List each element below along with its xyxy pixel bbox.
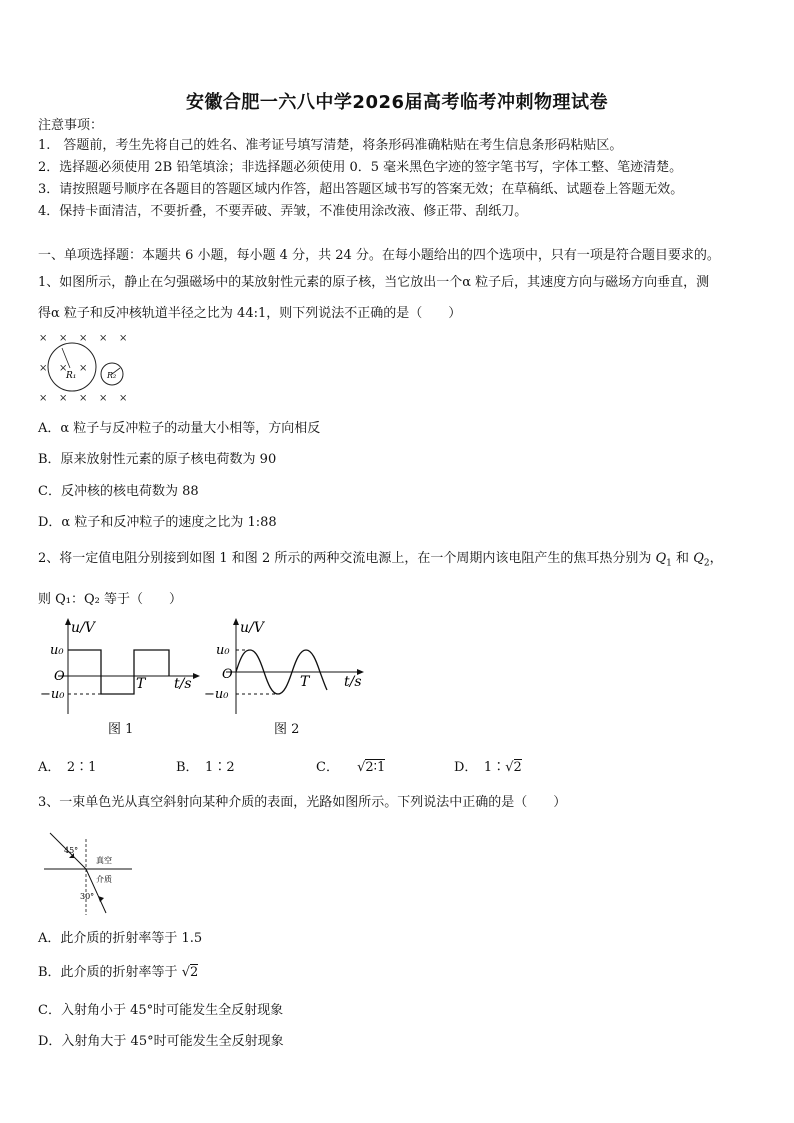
q1-stem-line2: 得α 粒子和反冲核轨道半径之比为 44:1，则下列说法不正确的是（ ） <box>38 306 462 321</box>
q2-option-b: B． 1∶2 <box>176 760 235 775</box>
q2-symbol: Q <box>693 551 704 566</box>
q1-option-d: D．α 粒子和反冲粒子的速度之比为 1:88 <box>38 515 277 530</box>
q2-option-c: C． √2∶1 <box>316 760 386 775</box>
q3-stem: 3、一束单色光从真空斜射向某种介质的表面，光路如图所示。下列说法中正确的是（ ） <box>38 795 567 810</box>
q3-option-c: C．入射角小于 45°时可能发生全反射现象 <box>38 1003 284 1018</box>
q1-option-c: C．反冲核的核电荷数为 88 <box>38 484 199 499</box>
fig1-u0: u₀ <box>50 643 64 658</box>
field-cross: × <box>79 393 88 404</box>
field-cross: × <box>39 333 48 344</box>
r1-label: R₁ <box>66 371 77 381</box>
q1-symbol: Q <box>655 551 667 566</box>
fig1-caption: 图 1 <box>108 722 134 737</box>
fig2-origin: O <box>222 667 233 682</box>
q2-fig1-square-wave <box>36 616 201 716</box>
field-cross: × <box>99 393 108 404</box>
fig2-xlabel: t/s <box>344 674 362 690</box>
field-cross: × <box>119 393 128 404</box>
q3-option-b: B．此介质的折射率等于 √2 <box>38 965 199 980</box>
field-cross: × <box>99 333 108 344</box>
fig1-neg-u0: −u₀ <box>40 687 65 702</box>
field-cross: × <box>39 363 48 374</box>
q3-refraction-figure <box>38 827 138 922</box>
field-cross: × <box>119 333 128 344</box>
q2-option-a: A． 2∶1 <box>38 760 97 775</box>
notice-heading: 注意事项： <box>38 118 104 133</box>
page-title: 安徽合肥一六八中学2026届高考临考冲刺物理试卷 <box>185 92 609 113</box>
q3-option-a: A．此介质的折射率等于 1.5 <box>38 931 203 946</box>
q2-stem-line1: 2、将一定值电阻分别接到如图 1 和图 2 所示的两种交流电源上，在一个周期内该电阻产生的焦耳热分别为 $Q_1$ 和 $Q_2$， <box>38 551 723 569</box>
fig1-T: T <box>136 676 146 692</box>
fig2-u0: u₀ <box>216 643 230 658</box>
field-cross: × <box>79 363 88 374</box>
fig2-neg-u0: −u₀ <box>204 687 229 702</box>
vacuum-label: 真空 <box>96 856 112 865</box>
q1-magnetic-field-figure <box>34 330 134 404</box>
notice-item-1: 1. 答题前，考生先将自己的姓名、准考证号填写清楚，将条形码准确粘贴在考生信息条形码粘贴区。 <box>38 138 623 153</box>
q2-option-d: D． 1∶√2 <box>454 760 522 775</box>
angle-45-label: 45° <box>64 846 79 855</box>
q2-stem-line2: 则 Q₁：Q₂ 等于（ ） <box>38 592 183 607</box>
q1-option-a: A．α 粒子与反冲粒子的动量大小相等，方向相反 <box>38 421 321 436</box>
fig2-T: T <box>300 674 310 690</box>
r2-label: R₂ <box>107 371 117 380</box>
field-cross: × <box>59 393 68 404</box>
fig2-caption: 图 2 <box>274 722 300 737</box>
fig1-ylabel: u/V <box>71 620 95 636</box>
field-cross: × <box>59 333 68 344</box>
field-cross: × <box>79 333 88 344</box>
notice-item-3: 3．请按照题号顺序在各题目的答题区域内作答，超出答题区域书写的答案无效；在草稿纸、试题卷上答题无效。 <box>38 182 684 197</box>
field-cross: × <box>39 393 48 404</box>
field-cross: × <box>59 363 68 374</box>
q2-fig2-sine-wave <box>200 616 368 716</box>
angle-30-label: 30° <box>80 892 95 901</box>
alpha-orbit <box>48 343 96 391</box>
section-heading: 一、单项选择题：本题共 6 小题，每小题 4 分，共 24 分。在每小题给出的四个选项中，只有一项是符合题目要求的。 <box>38 248 720 263</box>
notice-item-4: 4．保持卡面清洁，不要折叠，不要弄破、弄皱，不准使用涂改液、修正带、刮纸刀。 <box>38 204 528 219</box>
fig1-xlabel: t/s <box>174 676 192 692</box>
fig1-origin: O <box>54 669 65 684</box>
q3-option-d: D．入射角大于 45°时可能发生全反射现象 <box>38 1034 284 1049</box>
notice-item-2: 2．选择题必须使用 2B 铅笔填涂；非选择题必须使用 0．5 毫米黑色字迹的签字笔书写，字体工整、笔迹清楚。 <box>38 160 683 175</box>
medium-label: 介质 <box>96 875 112 884</box>
q1-stem-line1: 1、如图所示，静止在匀强磁场中的某放射性元素的原子核，当它放出一个α 粒子后，其速度方向与磁场方向垂直，测 <box>38 275 710 290</box>
fig2-ylabel: u/V <box>240 620 264 636</box>
q1-option-b: B．原来放射性元素的原子核电荷数为 90 <box>38 452 277 467</box>
